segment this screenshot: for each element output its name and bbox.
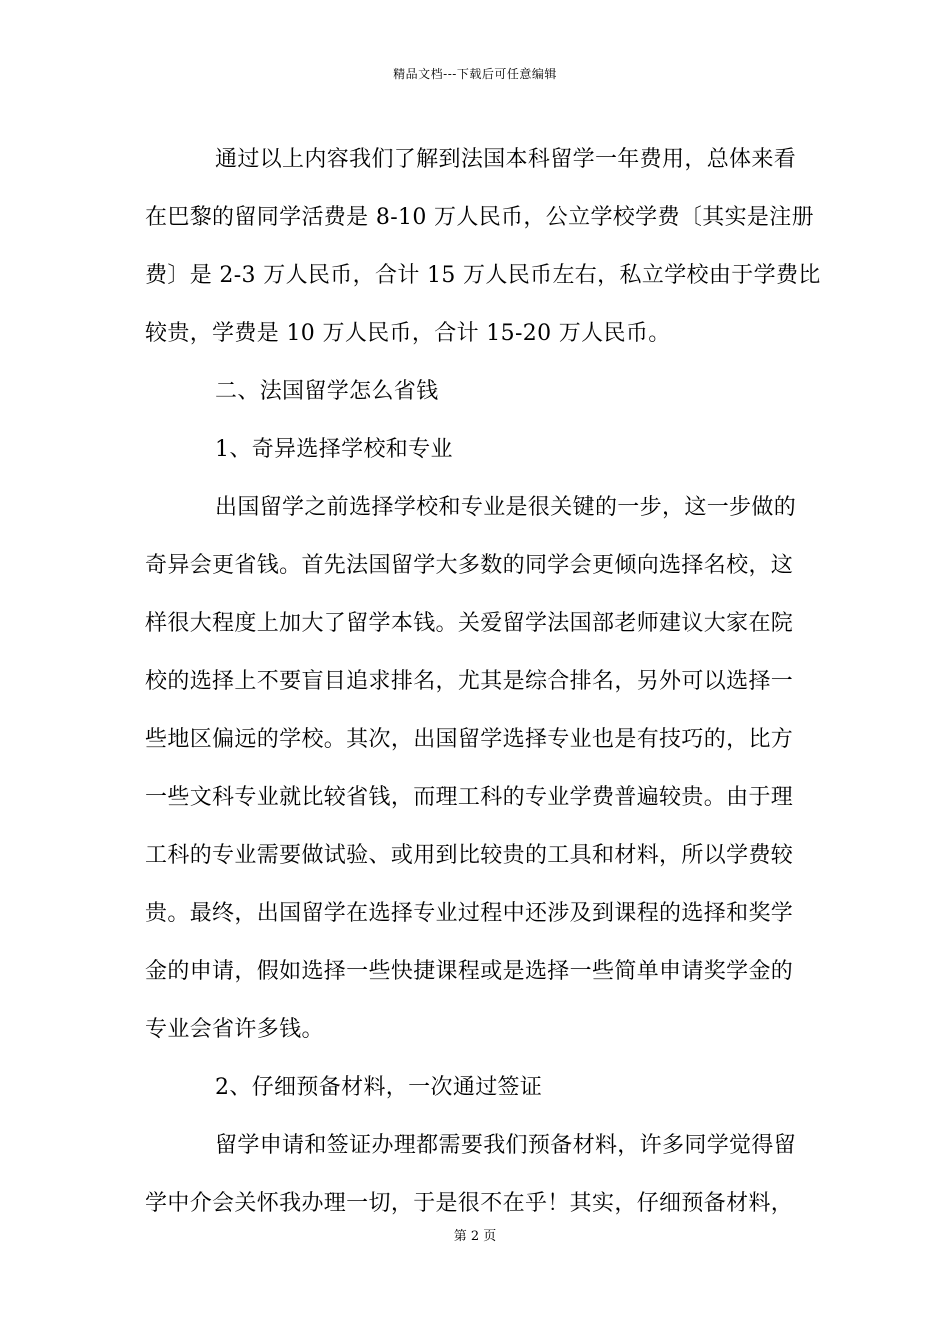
paragraph-line: 通过以上内容我们了解到法国本科留学一年费用，总体来看 bbox=[215, 147, 797, 172]
paragraph-line: 在巴黎的留同学活费是 8-10 万人民币，公立学校学费〔其实是注册 bbox=[145, 205, 814, 230]
page-content bbox=[145, 131, 821, 1233]
paragraph-line: 留学申请和签证办理都需要我们预备材料，许多同学觉得留 bbox=[215, 1133, 797, 1158]
paragraph-line: 工科的专业需要做试验、或用到比较贵的工具和材料，所以学费较 bbox=[145, 843, 794, 868]
paragraph-line: 专业会省许多钱。 bbox=[145, 1017, 324, 1042]
paragraph-line: 出国留学之前选择学校和专业是很关键的一步，这一步做的 bbox=[215, 495, 797, 520]
paragraph-line: 校的选择上不要盲目追求排名，尤其是综合排名，另外可以选择一 bbox=[145, 669, 794, 694]
paragraph-line: 较贵，学费是 10 万人民币，合计 15-20 万人民币。 bbox=[145, 321, 671, 346]
page-header: 精品文档---下载后可任意编辑 bbox=[393, 67, 557, 81]
section-heading-saving-money: 二、法国留学怎么省钱 bbox=[215, 379, 439, 404]
page-number: 第 2 页 bbox=[453, 1229, 497, 1244]
subheading-school-and-major: 1、奇异选择学校和专业 bbox=[215, 437, 453, 462]
paragraph-line: 奇异会更省钱。首先法国留学大多数的同学会更倾向选择名校，这 bbox=[145, 553, 794, 578]
paragraph-cost-summary bbox=[145, 131, 821, 363]
paragraph-line: 样很大程度上加大了留学本钱。关爱留学法国部老师建议大家在院 bbox=[145, 611, 794, 636]
paragraph-visa-preparation bbox=[145, 1117, 807, 1233]
paragraph-line: 学中介会关怀我办理一切，于是很不在乎！其实，仔细预备材料， bbox=[145, 1191, 794, 1216]
paragraph-line: 金的申请，假如选择一些快捷课程或是选择一些简单申请奖学金的 bbox=[145, 959, 794, 984]
subheading-visa-materials: 2、仔细预备材料，一次通过签证 bbox=[215, 1075, 543, 1100]
paragraph-school-selection bbox=[145, 479, 807, 1059]
paragraph-line: 费〕是 2-3 万人民币，合计 15 万人民币左右，私立学校由于学费比 bbox=[145, 263, 821, 288]
paragraph-line: 贵。最终，出国留学在选择专业过程中还涉及到课程的选择和奖学 bbox=[145, 901, 794, 926]
paragraph-line: 些地区偏远的学校。其次，出国留学选择专业也是有技巧的，比方 bbox=[145, 727, 794, 752]
paragraph-line: 一些文科专业就比较省钱，而理工科的专业学费普遍较贵。由于理 bbox=[145, 785, 794, 810]
